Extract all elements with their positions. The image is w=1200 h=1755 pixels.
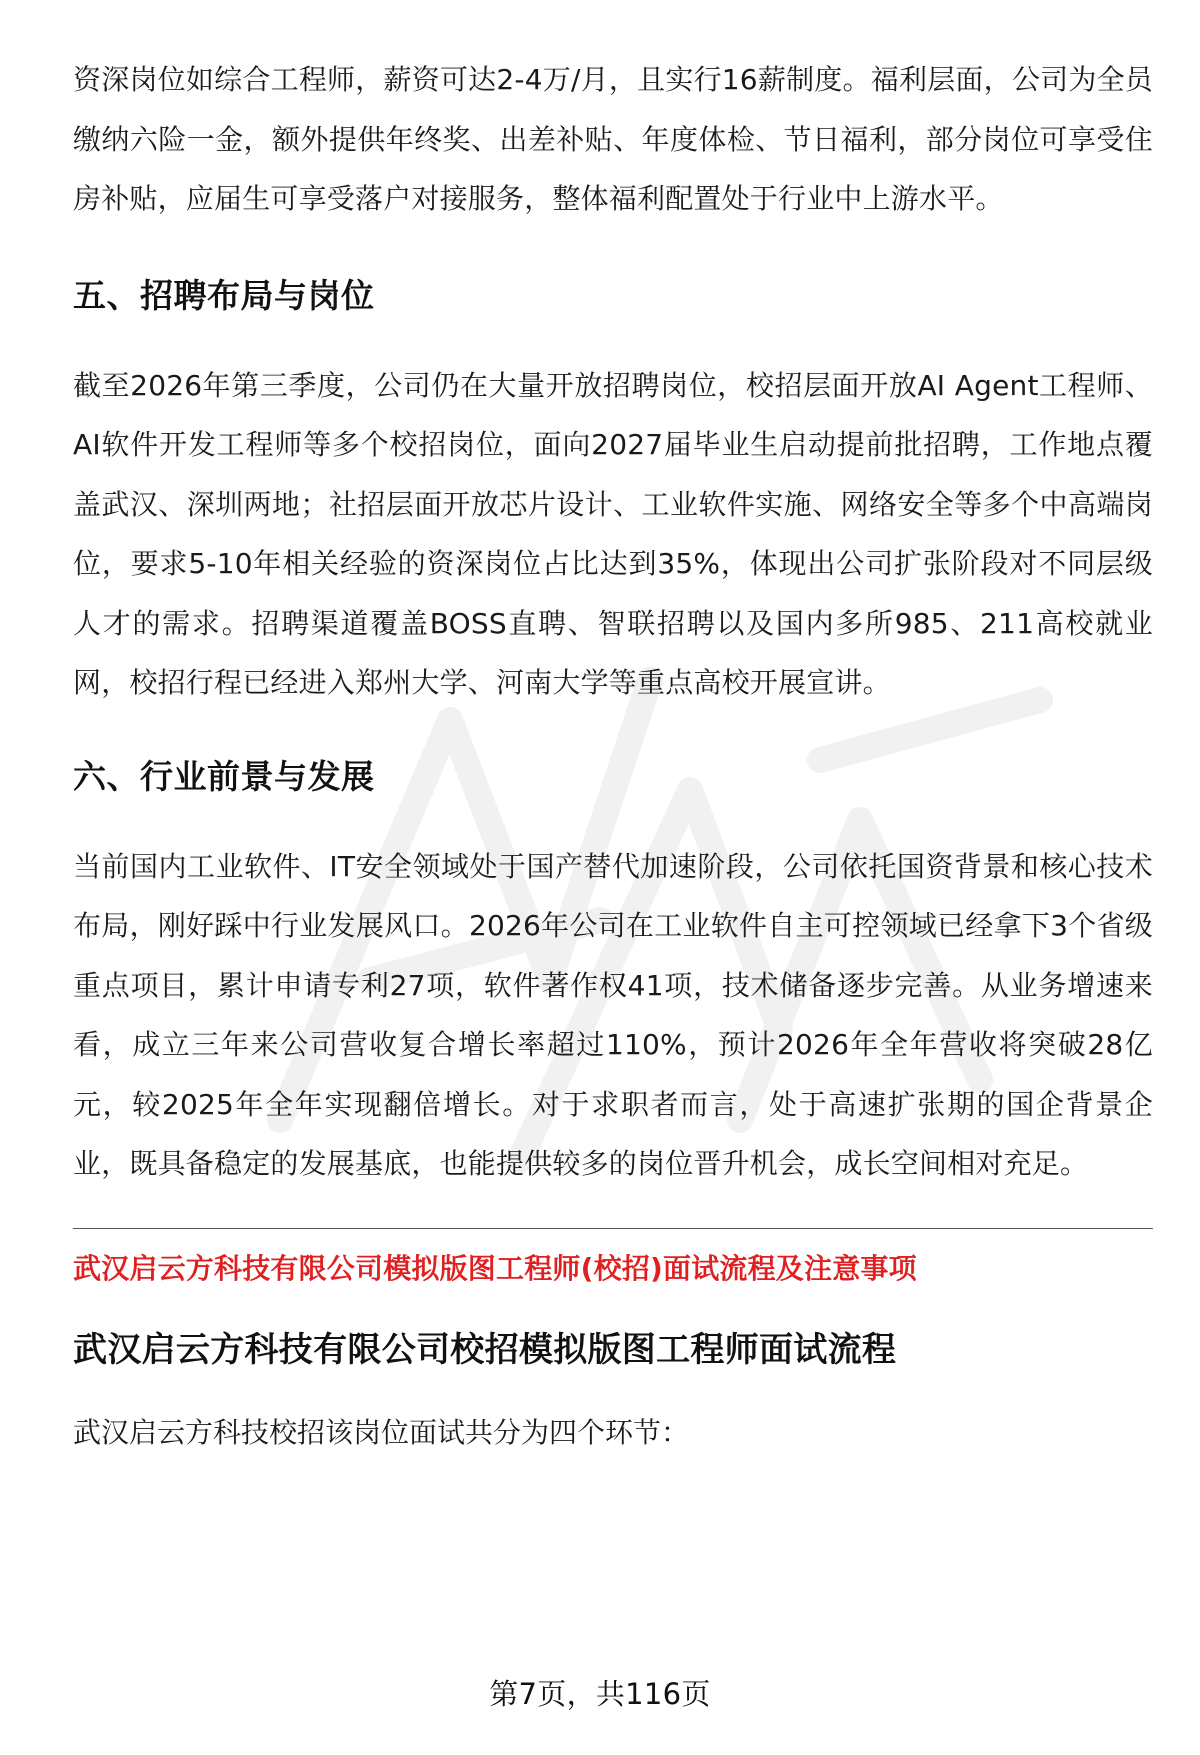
interview-intro-text: 武汉启云方科技校招该岗位面试共分为四个环节： xyxy=(73,1415,690,1449)
section-6-heading: 六、行业前景与发展 xyxy=(73,756,375,796)
section-6-paragraph: 当前国内工业软件、IT安全领域处于国产替代加速阶段，公司依托国资背景和核心技术布局，刚好踩中行业发展风口。2026年公司在工业软件自主可控领域已经拿下3个省级重点项目，累计申请专利27项，软件著作权41项，技术储备逐步完善。从业务增速来看，成立三年来公司营收复合增长率超过110%，预计2026年全年营收将突破28亿元，较2025年全年实现翻倍增长。对于求职者而言，处于高速扩张期的国企背景企业，既具备稳定的发展基底，也能提供较多的岗位晋升机会，成长空间相对充足。 xyxy=(73,849,1153,1180)
section-5-paragraph: 截至2026年第三季度，公司仍在大量开放招聘岗位，校招层面开放AI Agent工程师、AI软件开发工程师等多个校招岗位，面向2027届毕业生启动提前批招聘，工作地点覆盖武汉、深圳两地；社招层面开放芯片设计、工业软件实施、网络安全等多个中高端岗位，要求5-10年相关经验的资深岗位占比达到35%，体现出公司扩张阶段对不同层级人才的需求。招聘渠道覆盖BOSS直聘、智联招聘以及国内多所985、211高校就业网，校招行程已经进入郑州大学、河南大学等重点高校开展宣讲。 xyxy=(73,368,1153,699)
page-number-footer: 第7页，共116页 xyxy=(489,1677,711,1711)
section-divider xyxy=(73,1228,1153,1229)
section-5-heading: 五、招聘布局与岗位 xyxy=(73,275,375,315)
salary-benefits-paragraph: 资深岗位如综合工程师，薪资可达2-4万/月，且实行16薪制度。福利层面，公司为全员缴纳六险一金，额外提供年终奖、出差补贴、年度体检、节日福利，部分岗位可享受住房补贴，应届生可享受落户对接服务，整体福利配置处于行业中上游水平。 xyxy=(73,63,1153,215)
interview-process-title: 武汉启云方科技有限公司校招模拟版图工程师面试流程 xyxy=(73,1329,897,1370)
related-article-link[interactable]: 武汉启云方科技有限公司模拟版图工程师(校招)面试流程及注意事项 xyxy=(73,1251,917,1285)
document-page xyxy=(73,50,1153,1455)
